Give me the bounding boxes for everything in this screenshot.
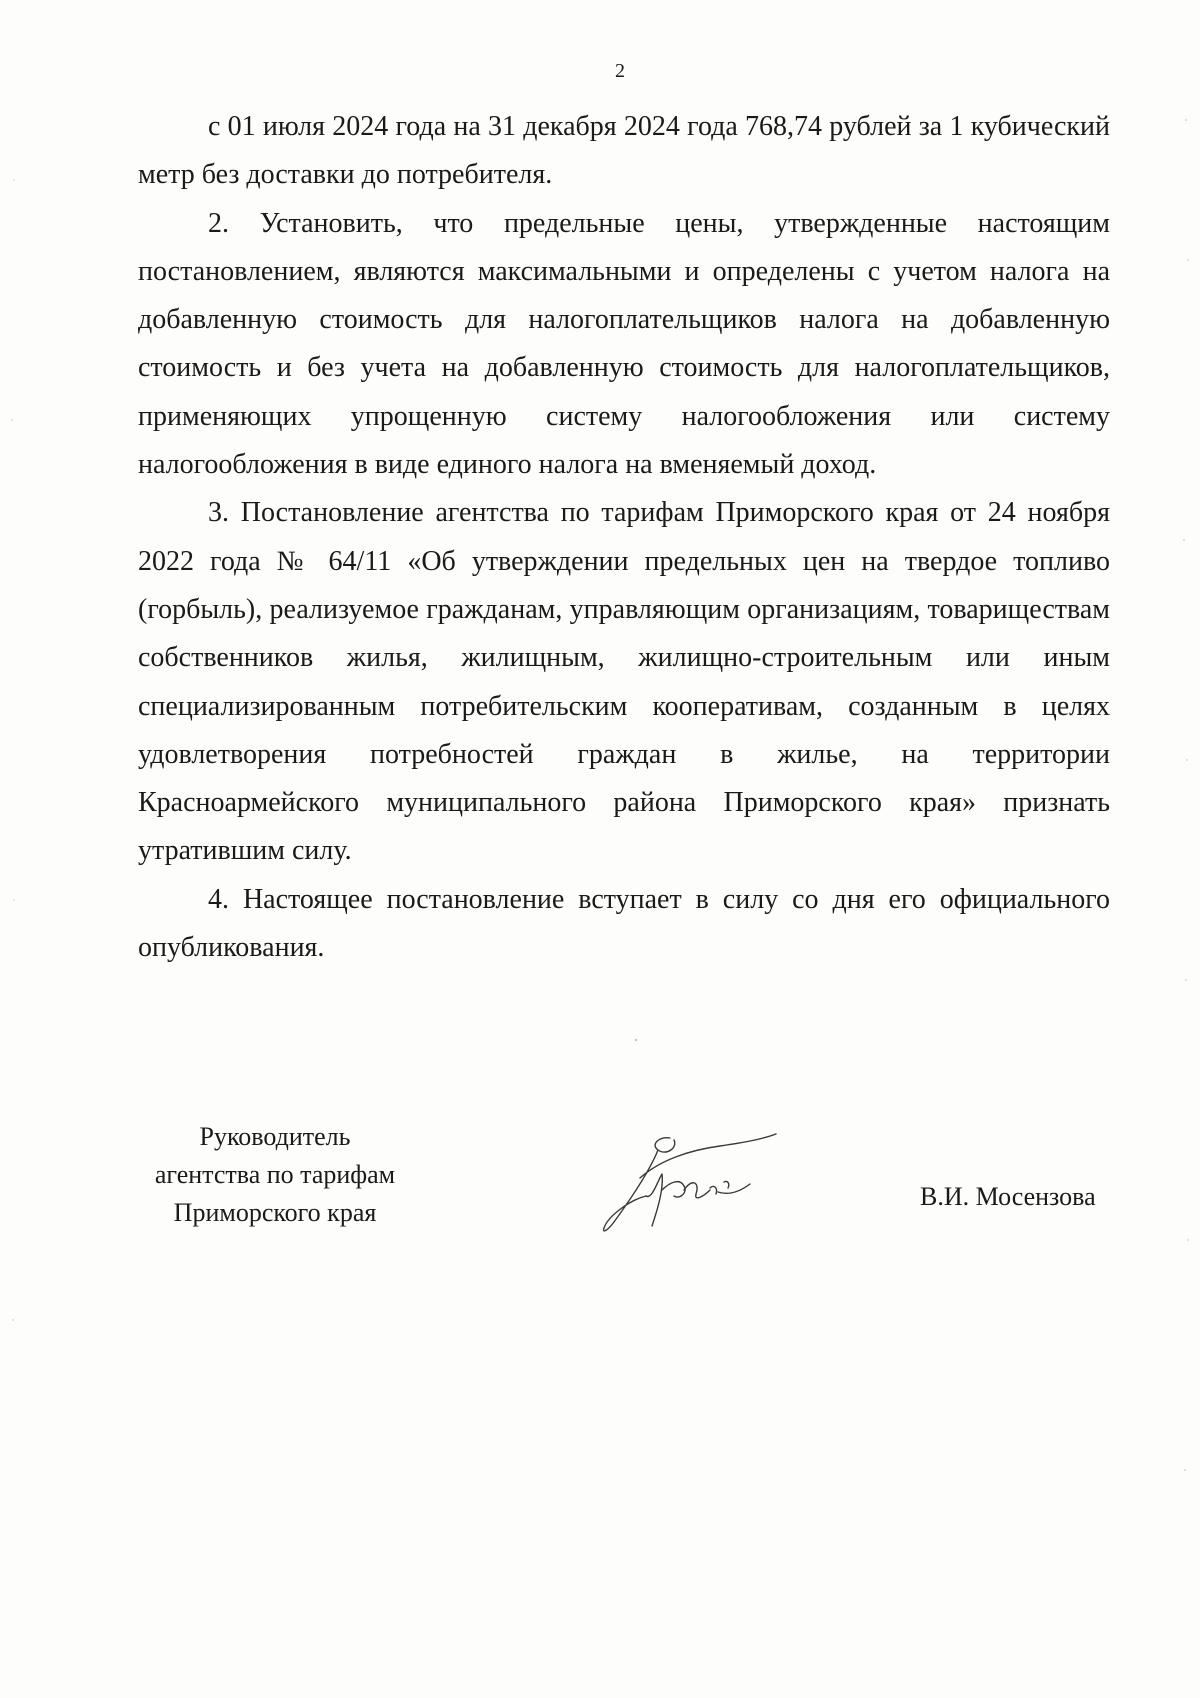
signatory-role-line-2: агентства по тарифам: [154, 1160, 396, 1189]
paragraph-1: с 01 июля 2024 года на 31 декабря 2024 года 768,74 рублей за 1 кубический метр без доставки до потребителя.: [138, 111, 1110, 191]
paragraph-4: 4. Настоящее постановление вступает в силу со дня его официального опубликования.: [138, 883, 1110, 964]
document-body: [138, 103, 1110, 972]
page-number: 2: [615, 60, 625, 82]
signatory-role-line-1: Руководитель: [199, 1122, 351, 1151]
paragraph-2: 2. Установить, что предельные цены, утвержденные настоящим постановлением, являются максимальными и определены с учетом налога на добавленную стоимость для налогоплательщиков налога на добавленную стоимость и без учета на добавленную стоимость для налогоплательщиков, применяющих упрощенную систему налогообложения или систему налогообложения в виде единого налога на вменяемый доход.: [138, 207, 1110, 481]
handwritten-signature: [600, 1130, 790, 1240]
signatory-role-line-3: Приморского края: [173, 1198, 377, 1227]
paragraph-3: 3. Постановление агентства по тарифам Приморского края от 24 ноября 2022 года № 64/11 «Об утверждении предельных цен на твердое топливо (горбыль), реализуемое гражданам, управляющим организациям, товариществам собственников жилья, жилищным, жилищно-строительным или иным специализированным потребительским кооперативам, созданным в целях удовлетворения потребностей граждан в жилье, на территории Красноармейского муниципального района Приморского края» признать утратившим силу.: [138, 497, 1110, 867]
signatory-name: В.И. Мосензова: [920, 1182, 1096, 1211]
signatory-position: [130, 1118, 420, 1232]
